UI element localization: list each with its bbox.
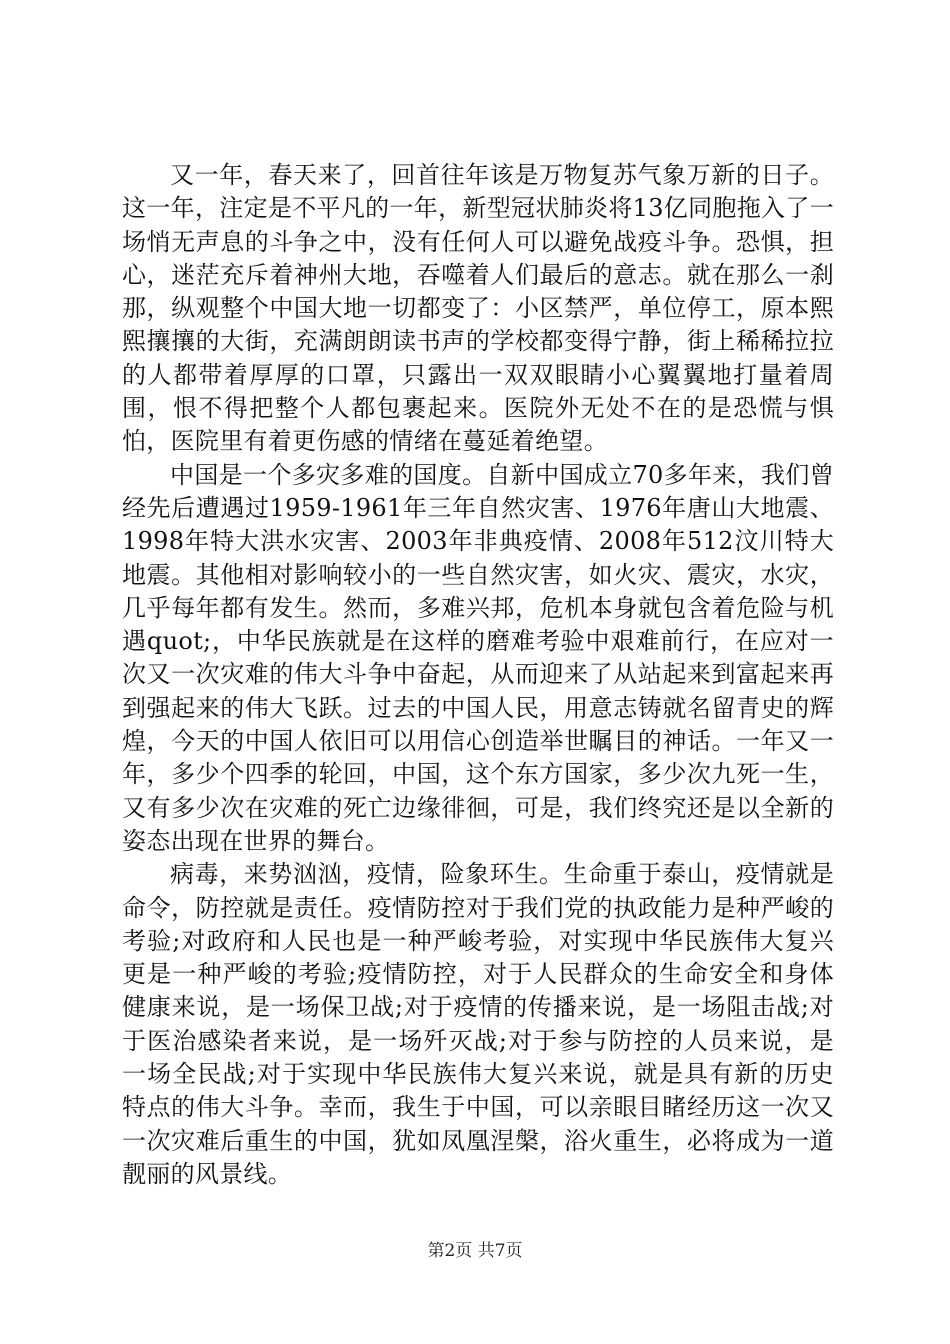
paragraph-2: 中国是一个多灾多难的国度。自新中国成立70多年来，我们曾经先后遭遇过1959-1961年三年自然灾害、1976年唐山大地震、1998年特大洪水灾害、2003年非典疫情、2008年512汶川特大地震。其他相对影响较小的一些自然灾害，如火灾、震灾，水灾，几乎每年都有发生。然而，多难兴邦，危机本身就包含着危险与机遇quot;，中华民族就是在这样的磨难考验中艰难前行，在应对一次又一次灾难的伟大斗争中奋起，从而迎来了从站起来到富起来再到强起来的伟大飞跃。过去的中国人民，用意志铸就名留青史的辉煌，今天的中国人依旧可以用信心创造举世瞩目的神话。一年又一年，多少个四季的轮回，中国，这个东方国家，多少次九死一生，又有多少次在灾难的死亡边缘徘徊，可是，我们终究还是以全新的姿态出现在世界的舞台。 [122, 460, 834, 855]
page-number-footer: 第2页 共7页 [427, 1241, 523, 1261]
paragraph-3: 病毒，来势汹汹，疫情，险象环生。生命重于泰山，疫情就是命令，防控就是责任。疫情防控对于我们党的执政能力是种严峻的考验;对政府和人民也是一种严峻考验，对实现中华民族伟大复兴更是一种严峻的考验;疫情防控，对于人民群众的生命安全和身体健康来说，是一场保卫战;对于疫情的传播来说，是一场阻击战;对于医治感染者来说，是一场歼灭战;对于参与防控的人员来说，是一场全民战;对于实现中华民族伟大复兴来说，就是具有新的历史特点的伟大斗争。幸而，我生于中国，可以亲眼目睹经历这一次又一次灾难后重生的中国，犹如凤凰涅槃，浴火重生，必将成为一道靓丽的风景线。 [122, 860, 834, 1188]
paragraph-1: 又一年，春天来了，回首往年该是万物复苏气象万新的日子。这一年，注定是不平凡的一年，新型冠状肺炎将13亿同胞拖入了一场悄无声息的斗争之中，没有任何人可以避免战疫斗争。恐惧，担心，迷茫充斥着神州大地，吞噬着人们最后的意志。就在那么一刹那，纵观整个中国大地一切都变了：小区禁严，单位停工，原本熙熙攘攘的大街，充满朗朗读书声的学校都变得宁静，街上稀稀拉拉的人都带着厚厚的口罩，只露出一双双眼睛小心翼翼地打量着周围，恨不得把整个人都包裹起来。医院外无处不在的是恐慌与惧怕，医院里有着更伤感的情绪在蔓延着绝望。 [122, 161, 834, 456]
document-body [122, 159, 834, 1191]
